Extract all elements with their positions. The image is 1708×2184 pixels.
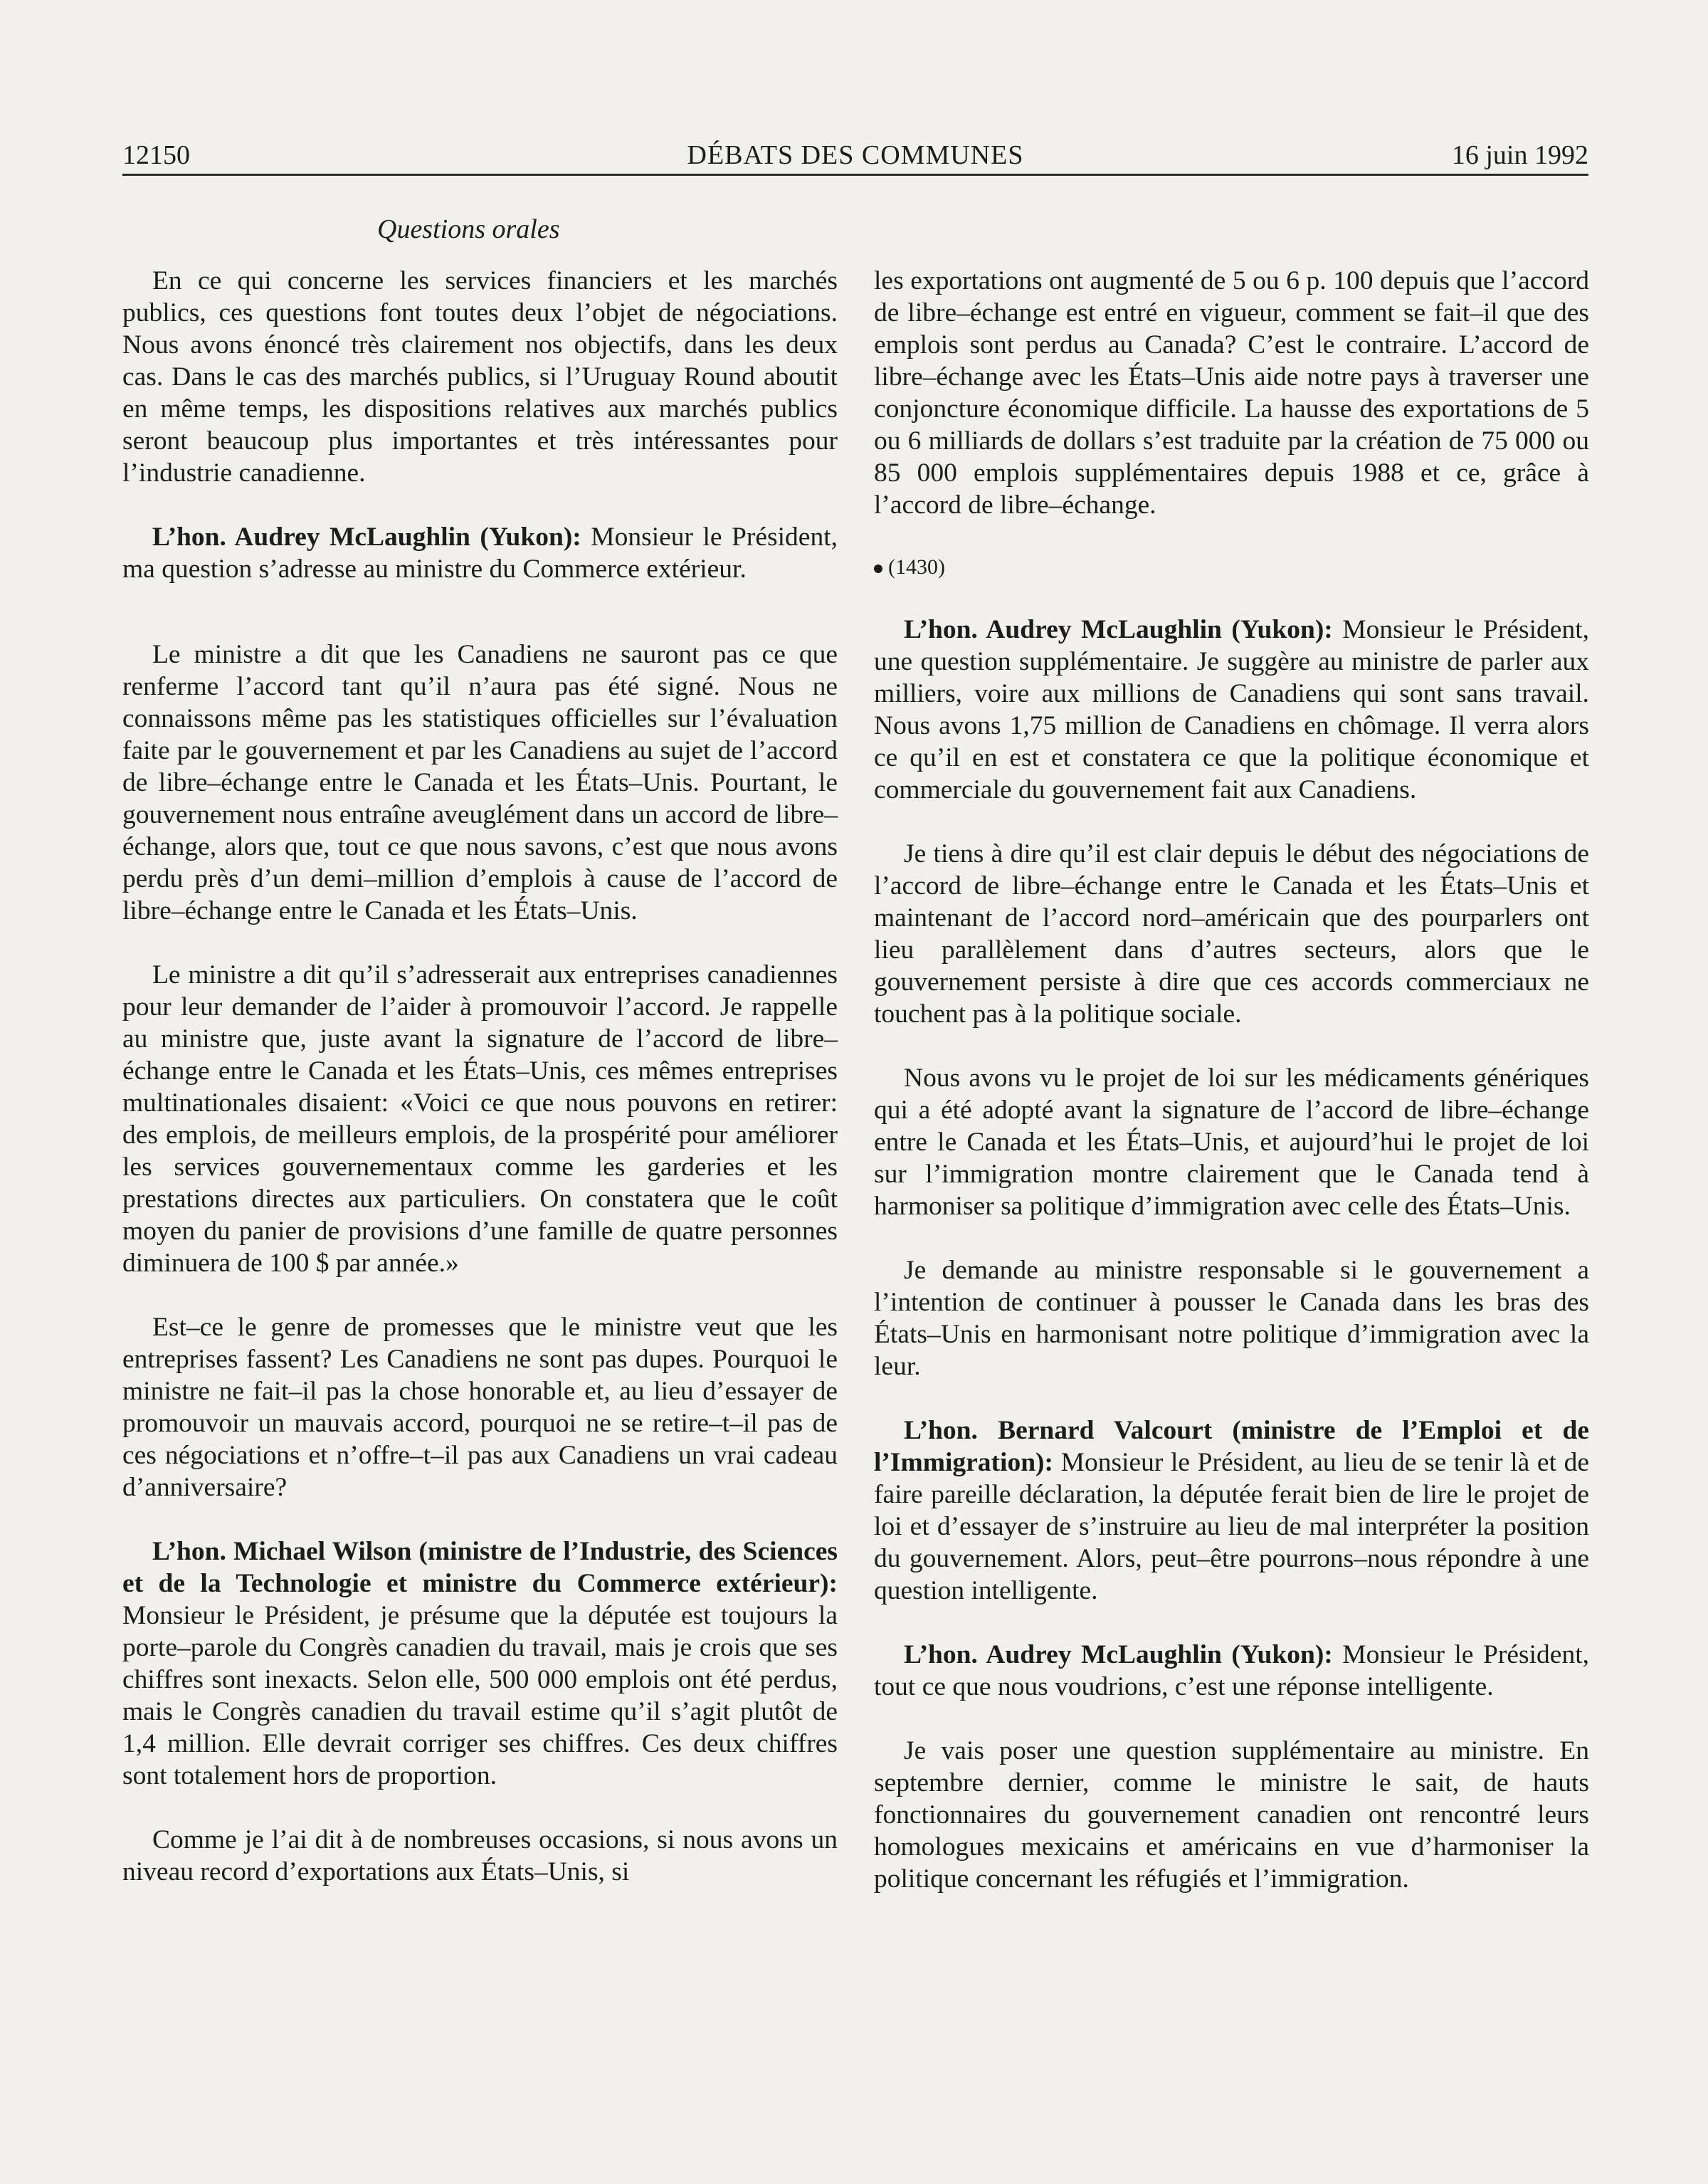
speaker-name: L’hon. Audrey McLaughlin (Yukon): (904, 1640, 1333, 1669)
paragraph (122, 1535, 838, 1792)
paragraph (874, 1639, 1589, 1703)
paragraph: Nous avons vu le projet de loi sur les médicaments génériques qui a été adopté avant la signature de l’accord de libre–échange entre le Canada et les États–Unis, et aujourd’hui le projet de loi sur l’immigration montre clairement que le Canada tend à harmoniser sa politique d’immigration avec celle des États–Unis. (874, 1064, 1589, 1221)
paragraph: Je tiens à dire qu’il est clair depuis le début des négociations de l’accord de libre–échange entre le Canada et les États–Unis et maintenant de l’accord nord–américain que des pourparlers ont lieu parallèlement dans d’autres secteurs, alors que le gouvernement persiste à dire que ces accords commerciaux ne touchent pas à la politique sociale. (874, 839, 1589, 1029)
page-header (122, 134, 1588, 176)
speaker-name: L’hon. Audrey McLaughlin (Yukon): (904, 615, 1333, 644)
paragraph: En ce qui concerne les services financiers et les marchés publics, ces questions font toutes deux l’objet de négociations. Nous avons énoncé très clairement nos objectifs, dans les deux cas. Dans le cas des marchés publics, si l’Uruguay Round aboutit en même temps, les dispositions relatives aux marchés publics seront beaucoup plus importantes et très intéressantes pour l’industrie canadienne. (122, 266, 838, 488)
paragraph (122, 521, 838, 585)
paragraph: Le ministre a dit qu’il s’adresserait aux entreprises canadiennes pour leur demander de l’aider à promouvoir l’accord. Je rappelle au ministre que, juste avant la signature de l’accord de libre–échange entre le Canada et les États–Unis, ces mêmes entreprises multinationales disaient: «Voici ce que nous pouvons en retirer: des emplois, de meilleurs emplois, de la prospérité pour améliorer les services gouvernementaux comme les garderies et les prestations directes aux particuliers. On constatera que le coût moyen du panier de provisions d’une famille de quatre personnes diminuera de 100 $ par année.» (122, 960, 838, 1278)
section-title: Questions orales (377, 214, 560, 244)
paragraph (874, 614, 1589, 806)
speech-text: Monsieur le Président, ma question s’adresse au ministre du Commerce extérieur. (122, 523, 838, 584)
speaker-name: L’hon. Bernard Valcourt (ministre de l’Emploi et de l’Immigration): (874, 1416, 1589, 1477)
left-column (122, 265, 838, 1920)
paragraph: Je demande au ministre responsable si le gouvernement a l’intention de continuer à pousser le Canada dans les bras des États–Unis en harmonisant notre politique d’immigration avec la leur. (874, 1256, 1589, 1381)
bullet-icon (874, 565, 882, 573)
paragraph: Le ministre a dit que les Canadiens ne sauront pas ce que renferme l’accord tant qu’il n’aura pas été signé. Nous ne connaissons même pas les statistiques officielles sur l’évaluation faite par le gouvernement et par les Canadiens au sujet de l’accord de libre–échange entre le Canada et les États–Unis. Pourtant, le gouvernement nous entraîne aveuglément dans un accord de libre–échange, alors que, tout ce que nous savons, c’est que nous avons perdu près d’un demi–million d’emplois à cause de l’accord de libre–échange entre le Canada et les États–Unis. (122, 640, 838, 925)
speaker-name: L’hon. Audrey McLaughlin (Yukon): (152, 523, 581, 552)
paragraph: Je vais poser une question supplémentaire au ministre. En septembre dernier, comme le ministre le sait, de hauts fonctionnaires du gouvernement canadien ont rencontré leurs homologues mexicains et américains en vue d’harmoniser la politique concernant les réfugiés et l’immigration. (874, 1736, 1589, 1894)
speech-text: Monsieur le Président, une question supplémentaire. Je suggère au ministre de parler aux milliers, voire aux millions de Canadiens qui sont sans travail. Nous avons 1,75 million de Canadiens en chômage. Il verra alors ce qu’il en est et constatera ce que la politique économique et commerciale du gouvernement fait aux Canadiens. (874, 615, 1589, 804)
paragraph: les exportations ont augmenté de 5 ou 6 p. 100 depuis que l’accord de libre–échange est entré en vigueur, comment se fait–il que des emplois sont perdus au Canada? C’est le contraire. L’accord de libre–échange avec les États–Unis aide notre pays à traverser une conjoncture économique difficile. La hausse des exportations de 5 ou 6 milliards de dollars s’est traduite par la création de 75 000 ou 85 000 emplois supplémentaires depuis 1988 et ce, grâce à l’accord de libre–échange. (874, 266, 1589, 520)
publication-date: 16 juin 1992 (1451, 140, 1588, 170)
page-number: 12150 (122, 140, 190, 170)
speech-text: Monsieur le Président, au lieu de se tenir là et de faire pareille déclaration, la députée ferait bien de lire le projet de loi et d’essayer de s’instruire au lieu de mal interpréter la position du gouvernement. Alors, peut–être pourrons–nous répondre à une question intelligente. (874, 1448, 1589, 1605)
speech-text: Monsieur le Président, je présume que la députée est toujours la porte–parole du Congrès canadien du travail, mais je crois que ses chiffres sont inexacts. Selon elle, 500 000 emplois ont été perdus, mais le Congrès canadien du travail estime qu’il s’agit plutôt de 1,4 million. Elle devrait corriger ses chiffres. Ces deux chiffres sont totalement hors de proportion. (122, 1601, 838, 1790)
publication-title: DÉBATS DES COMMUNES (687, 140, 1024, 170)
time-stamp: (1430) (888, 555, 945, 579)
speaker-name: L’hon. Michael Wilson (ministre de l’Industrie, des Sciences et de la Technologie et ministre du Commerce extérieur): (122, 1537, 838, 1598)
right-column (874, 265, 1589, 1927)
speech-text: Monsieur le Président, tout ce que nous voudrions, c’est une réponse intelligente. (874, 1640, 1589, 1701)
time-marker (874, 553, 1589, 582)
paragraph: Est–ce le genre de promesses que le ministre veut que les entreprises fassent? Les Canadiens ne sont pas dupes. Pourquoi le ministre ne fait–il pas la chose honorable et, au lieu d’essayer de promouvoir un mauvais accord, pourquoi ne se retire–t–il pas de ces négociations et n’offre–t–il pas aux Canadiens un vrai cadeau d’anniversaire? (122, 1313, 838, 1502)
paragraph (874, 1414, 1589, 1607)
paragraph: Comme je l’ai dit à de nombreuses occasions, si nous avons un niveau record d’exportations aux États–Unis, si (122, 1825, 838, 1886)
